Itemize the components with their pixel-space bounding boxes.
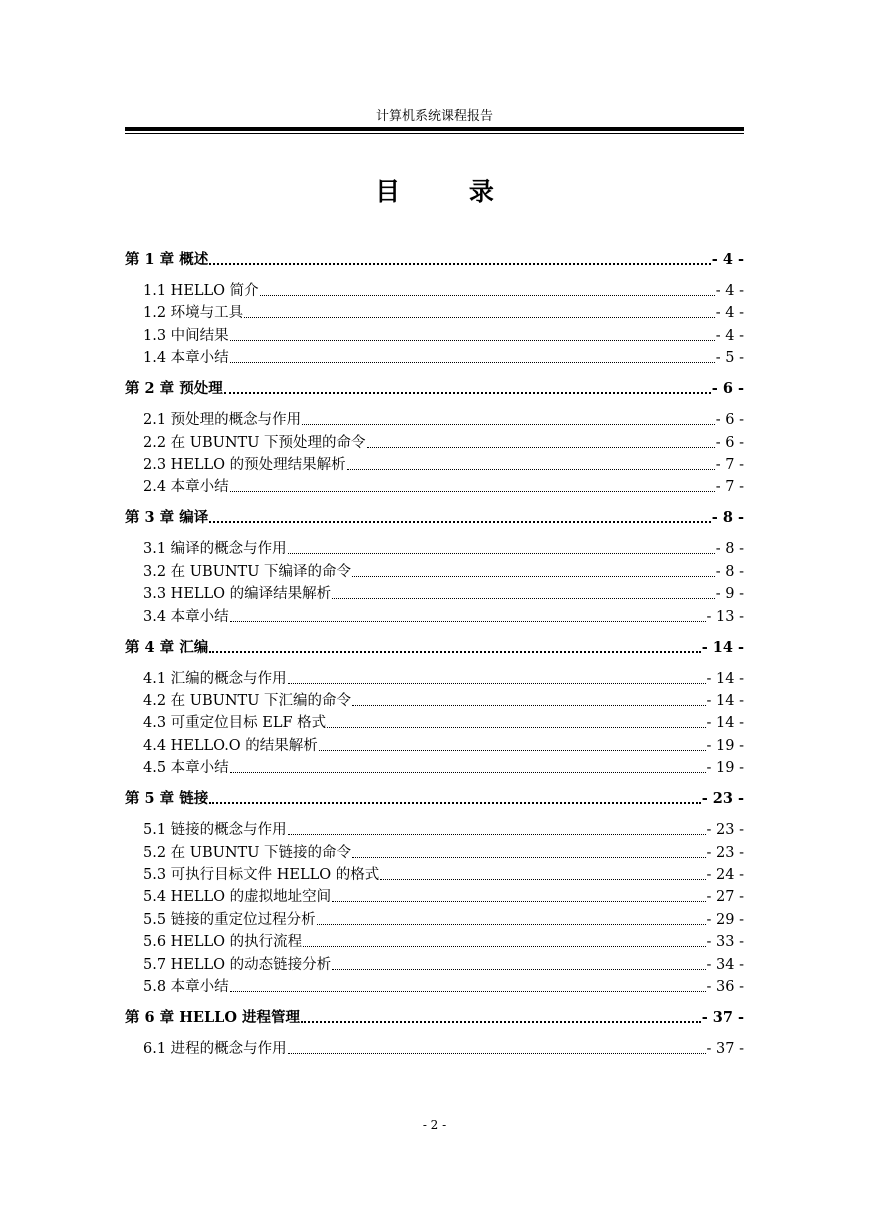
toc-entry-title: 3.1 编译的概念与作用	[143, 541, 287, 558]
toc-entry-page: - 23 -	[701, 790, 744, 808]
toc-leader-dots	[288, 834, 706, 835]
toc-entry-page: - 4 -	[715, 305, 744, 322]
toc-entry-title: 5.2 在 UBUNTU 下链接的命令	[143, 844, 352, 861]
toc-entry-page: - 23 -	[706, 844, 744, 861]
toc-leader-dots	[230, 772, 706, 773]
toc-entry-title: 5.7 HELLO 的动态链接分析	[143, 956, 332, 973]
toc-leader-dots	[209, 651, 700, 653]
toc-entry-title: 3.3 HELLO 的编译结果解析	[143, 586, 332, 603]
toc-leader-dots	[332, 598, 715, 599]
toc-entry-title: 第 6 章 HELLO 进程管理	[125, 1009, 301, 1026]
toc-chapter-entry[interactable]	[125, 379, 744, 399]
toc-entry-page: - 4 -	[715, 327, 744, 344]
toc-section-entry[interactable]	[125, 758, 744, 778]
toc-leader-dots	[209, 263, 711, 265]
toc-leader-dots	[288, 553, 715, 554]
toc-entry-page: - 7 -	[715, 479, 744, 496]
toc-entry-title: 第 3 章 编译	[125, 509, 209, 527]
header-rule-thin	[125, 133, 744, 134]
toc-entry-title: 5.1 链接的概念与作用	[143, 822, 287, 839]
toc-entry-title: 4.2 在 UBUNTU 下汇编的命令	[143, 693, 352, 709]
toc-entry-page: - 6 -	[715, 412, 744, 429]
toc-leader-dots	[288, 1053, 706, 1054]
toc-section-entry[interactable]	[125, 865, 744, 885]
toc-entry-title: 5.6 HELLO 的执行流程	[143, 934, 303, 951]
toc-entry-title: 1.2 环境与工具	[143, 305, 244, 322]
toc-section-entry[interactable]	[125, 887, 744, 907]
toc-leader-dots	[327, 727, 705, 728]
toc-entry-title: 第 4 章 汇编	[125, 638, 209, 656]
toc-section-entry[interactable]	[125, 669, 744, 689]
toc-entry-page: - 6 -	[711, 380, 744, 398]
running-header: 计算机系统课程报告	[375, 109, 493, 124]
toc-entry-page: - 27 -	[706, 889, 744, 906]
toc-section-entry[interactable]	[125, 326, 744, 346]
toc-entry-title: 2.2 在 UBUNTU 下预处理的命令	[143, 434, 366, 451]
toc-leader-dots	[319, 750, 706, 751]
toc-entry-title: 5.3 可执行目标文件 HELLO 的格式	[143, 867, 380, 883]
toc-leader-dots	[224, 392, 711, 394]
toc-leader-dots	[332, 901, 705, 902]
toc-entry-page: - 5 -	[715, 350, 744, 367]
toc-leader-dots	[230, 491, 715, 492]
toc-section-entry[interactable]	[125, 820, 744, 840]
toc-entry-title: 4.5 本章小结	[143, 760, 229, 777]
toc-entry-page: - 23 -	[706, 822, 744, 839]
toc-entry-page: - 33 -	[706, 934, 744, 951]
toc-entry-page: - 29 -	[706, 911, 744, 928]
toc-entry-title: 第 5 章 链接	[125, 790, 209, 808]
toc-entry-title: 1.3 中间结果	[143, 327, 229, 344]
toc-section-entry[interactable]	[125, 433, 744, 453]
toc-chapter-entry[interactable]	[125, 789, 744, 809]
toc-section-entry[interactable]	[125, 910, 744, 930]
toc-entry-title: 5.8 本章小结	[143, 979, 229, 995]
toc-leader-dots	[260, 295, 715, 296]
toc-leader-dots	[230, 340, 715, 341]
toc-entry-page: - 24 -	[706, 867, 744, 883]
toc-entry-title: 2.4 本章小结	[143, 479, 229, 496]
toc-entry-title: 4.1 汇编的概念与作用	[143, 670, 287, 687]
toc-leader-dots	[380, 879, 705, 880]
toc-entry-title: 6.1 进程的概念与作用	[143, 1041, 287, 1057]
toc-section-entry[interactable]	[125, 843, 744, 863]
toc-entry-page: - 9 -	[715, 586, 744, 603]
toc-entry-page: - 14 -	[706, 693, 744, 709]
toc-chapter-entry[interactable]	[125, 250, 744, 270]
toc-entry-title: 4.3 可重定位目标 ELF 格式	[143, 715, 327, 732]
toc-leader-dots	[317, 924, 706, 925]
toc-entry-title: 1.1 HELLO 简介	[143, 283, 259, 299]
toc-entry-page: - 37 -	[701, 1009, 744, 1026]
toc-entry-page: - 13 -	[706, 608, 744, 625]
toc-section-entry[interactable]	[125, 410, 744, 430]
toc-entry-title: 5.4 HELLO 的虚拟地址空间	[143, 889, 332, 906]
toc-leader-dots	[302, 424, 715, 425]
toc-section-entry[interactable]	[125, 455, 744, 475]
toc-entry-title: 5.5 链接的重定位过程分析	[143, 911, 316, 928]
toc-entry-page: - 7 -	[715, 457, 744, 473]
toc-entry-title: 第 2 章 预处理	[125, 380, 223, 398]
toc-leader-dots	[352, 857, 705, 858]
toc-entry-page: - 14 -	[706, 715, 744, 732]
toc-entry-page: - 34 -	[706, 956, 744, 973]
toc-leader-dots	[303, 946, 705, 947]
toc-section-entry[interactable]	[125, 691, 744, 711]
toc-entry-page: - 8 -	[715, 541, 744, 558]
toc-leader-dots	[230, 621, 706, 622]
toc-leader-dots	[209, 802, 700, 804]
toc-entry-title: 1.4 本章小结	[143, 350, 229, 367]
toc-section-entry[interactable]	[125, 713, 744, 733]
toc-chapter-entry[interactable]	[125, 508, 744, 528]
toc-leader-dots	[230, 362, 715, 363]
page-number: - 2 -	[422, 1118, 447, 1132]
toc-chapter-entry[interactable]	[125, 1008, 744, 1028]
toc-chapter-entry[interactable]	[125, 638, 744, 658]
toc-section-entry[interactable]	[125, 955, 744, 975]
toc-section-entry[interactable]	[125, 1039, 744, 1059]
toc-entry-page: - 8 -	[715, 563, 744, 580]
toc-entry-page: - 37 -	[706, 1041, 744, 1057]
toc-leader-dots	[352, 576, 715, 577]
toc-entry-title: 第 1 章 概述	[125, 251, 209, 268]
toc-entry-title: 2.1 预处理的概念与作用	[143, 412, 302, 429]
toc-leader-dots	[347, 469, 715, 470]
toc-entry-page: - 8 -	[711, 509, 744, 527]
toc-section-entry[interactable]	[125, 539, 744, 559]
toc-leader-dots	[230, 991, 706, 992]
toc-entry-title: 2.3 HELLO 的预处理结果解析	[143, 457, 346, 473]
toc-leader-dots	[209, 521, 711, 523]
toc-entry-title: 4.4 HELLO.O 的结果解析	[143, 737, 318, 754]
toc-section-entry[interactable]	[125, 477, 744, 497]
toc-section-entry[interactable]	[125, 607, 744, 627]
toc-entry-page: - 14 -	[701, 638, 744, 656]
toc-leader-dots	[301, 1021, 701, 1023]
toc-section-entry[interactable]	[125, 736, 744, 756]
toc-section-entry[interactable]	[125, 584, 744, 604]
toc-entry-page: - 4 -	[711, 251, 744, 268]
toc-entry-page: - 6 -	[715, 434, 744, 451]
toc-section-entry[interactable]	[125, 281, 744, 301]
toc-section-entry[interactable]	[125, 932, 744, 952]
toc-leader-dots	[367, 447, 715, 448]
toc-entry-page: - 4 -	[715, 283, 744, 299]
toc-entry-title: 3.4 本章小结	[143, 608, 229, 625]
toc-section-entry[interactable]	[125, 348, 744, 368]
toc-leader-dots	[288, 683, 706, 684]
toc-entry-page: - 36 -	[706, 979, 744, 995]
toc-entry-title: 3.2 在 UBUNTU 下编译的命令	[143, 563, 352, 580]
toc-entry-page: - 14 -	[706, 670, 744, 687]
toc-leader-dots	[332, 969, 705, 970]
toc-leader-dots	[352, 705, 705, 706]
toc-entry-page: - 19 -	[706, 737, 744, 754]
toc-section-entry[interactable]	[125, 977, 744, 997]
header-rule-thick	[125, 127, 744, 131]
toc-section-entry[interactable]	[125, 303, 744, 323]
toc-heading: 目 录	[375, 177, 524, 206]
toc-section-entry[interactable]	[125, 562, 744, 582]
toc-leader-dots	[244, 317, 715, 318]
toc-entry-page: - 19 -	[706, 760, 744, 777]
